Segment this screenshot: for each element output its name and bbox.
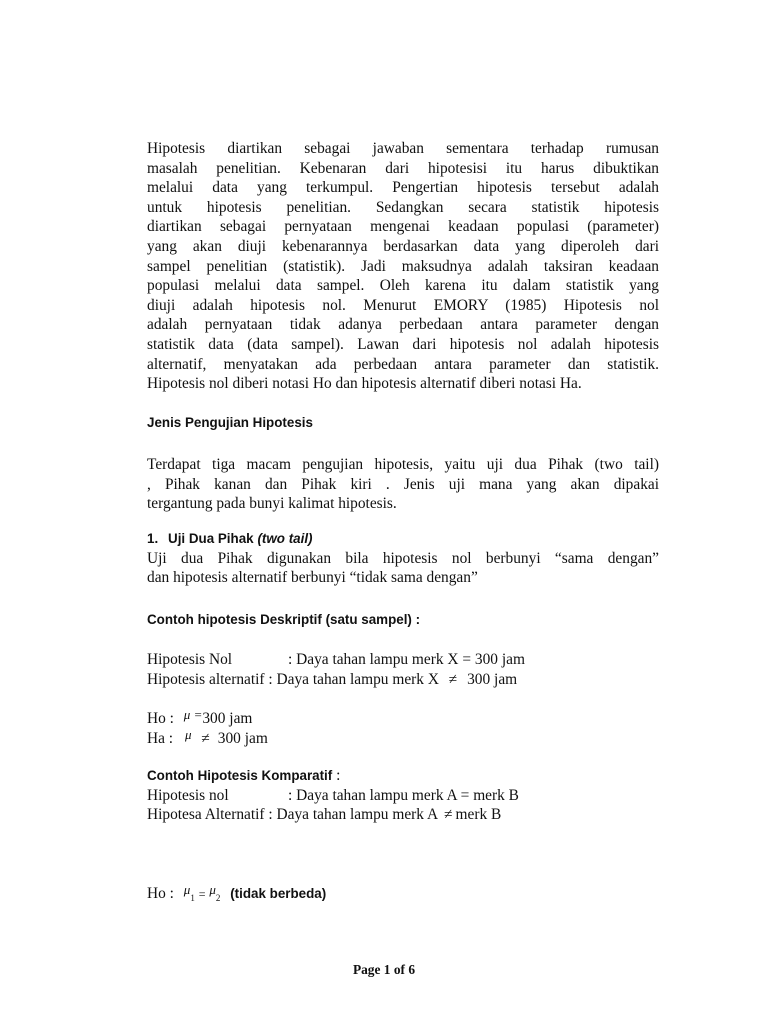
null-text: : Daya tahan lampu merk X = 300 jam xyxy=(288,651,525,668)
ho-row xyxy=(147,884,326,906)
intro-line: diartikan sebagai pernyataan mengenai keadaan populasi (parameter) xyxy=(147,218,659,236)
alt-text: : Daya tahan lampu merk A xyxy=(268,806,438,824)
intro-line: adalah pernyataan tidak adanya perbedaan antara parameter dengan xyxy=(147,316,659,334)
page-number: Page 1 of 6 xyxy=(352,962,416,977)
not-equal-symbol: ≠ xyxy=(448,670,458,688)
intro-line: yang akan diuji kebenarannya berdasarkan data yang diperoleh dari xyxy=(147,237,659,255)
not-equal-symbol: ≠ xyxy=(444,806,453,824)
intro-line: sampel penelitian (statistik). Jadi maksudnya adalah taksiran keadaan xyxy=(147,257,659,275)
mu-symbol: μ xyxy=(209,882,216,897)
equals-symbol: = xyxy=(198,887,206,901)
mu-symbol: μ xyxy=(184,726,192,742)
ha-value: 300 jam xyxy=(217,729,268,747)
alt-label: Hipotesa Alternatif xyxy=(147,806,265,824)
types-line: Terdapat tiga macam pengujian hipotesis, yaitu uji dua Pihak (two tail) xyxy=(147,456,659,473)
mu-symbol: μ xyxy=(183,882,191,897)
descriptive-heading: Contoh hipotesis Deskriptif (satu sampel) : xyxy=(147,612,421,627)
intro-line: Hipotesis diartikan sebagai jawaban sementara terhadap rumusan xyxy=(147,140,659,157)
types-line: , Pihak kanan dan Pihak kiri . Jenis uji mana yang akan dipakai xyxy=(147,475,659,493)
comparative-section xyxy=(147,766,519,825)
item-line: dan hipotesis alternatif berbunyi “tidak sama dengan” xyxy=(147,569,478,587)
null-label: Hipotesis nol xyxy=(147,786,229,804)
item-number: 1. xyxy=(147,531,159,546)
null-hypothesis-row xyxy=(147,786,519,806)
alt-value: 300 jam xyxy=(467,670,518,688)
ho-value: 300 jam xyxy=(202,710,253,727)
subscript: 2 xyxy=(215,893,221,903)
document-body xyxy=(147,139,659,394)
types-line: tergantung pada bunyi kalimat hipotesis. xyxy=(147,495,397,513)
item-heading xyxy=(147,529,659,549)
ha-label: Ha : xyxy=(147,729,174,747)
ha-row xyxy=(147,726,268,749)
intro-line: untuk hipotesis penelitian. Sedangkan secara statistik hipotesis xyxy=(147,198,659,216)
not-equal-symbol: ≠ xyxy=(201,729,210,747)
subscript: 1 xyxy=(190,893,195,903)
null-label: Hipotesis Nol xyxy=(147,651,233,668)
intro-line: alternatif, menyatakan ada perbedaan antara parameter dan statistik. xyxy=(147,355,659,373)
ho-label: Ho : xyxy=(147,885,174,902)
mu-symbol: μ = xyxy=(183,707,203,722)
alt-label: Hipotesis alternatif xyxy=(147,670,265,688)
section-heading: Jenis Pengujian Hipotesis xyxy=(147,415,313,430)
intro-line: melalui data yang terkumpul. Pengertian hipotesis tersebut adalah xyxy=(147,179,659,197)
comparative-heading: Contoh Hipotesis Komparatif : xyxy=(147,767,341,784)
alt-value: merk B xyxy=(455,806,502,824)
alt-hypothesis-row xyxy=(147,805,519,825)
item-title-italic: (two tail) xyxy=(257,531,313,546)
descriptive-notation xyxy=(147,709,268,748)
comparative-notation xyxy=(147,884,326,906)
item-line: Uji dua Pihak digunakan bila hipotesis nol berbunyi “sama dengan” xyxy=(147,549,659,567)
null-text: : Daya tahan lampu merk A = merk B xyxy=(288,786,519,804)
intro-line: Hipotesis nol diberi notasi Ho dan hipotesis alternatif diberi notasi Ha. xyxy=(147,375,582,393)
intro-paragraph xyxy=(147,139,659,394)
intro-line: populasi melalui data sampel. Oleh karena itu dalam statistik yang xyxy=(147,277,659,295)
types-paragraph xyxy=(147,455,659,514)
descriptive-hypotheses xyxy=(147,650,525,689)
ho-note: (tidak berbeda) xyxy=(230,886,327,901)
ho-row xyxy=(147,709,268,729)
alt-hypothesis-row xyxy=(147,670,525,690)
item-uji-dua-pihak xyxy=(147,529,659,588)
null-hypothesis-row xyxy=(147,650,525,670)
intro-line: masalah penelitian. Kebenaran dari hipotesisi itu harus dibuktikan xyxy=(147,159,659,177)
item-title: Uji Dua Pihak xyxy=(168,531,254,546)
intro-line: statistik data (data sampel). Lawan dari hipotesis nol adalah hipotesis xyxy=(147,335,659,353)
intro-line: diuji adalah hipotesis nol. Menurut EMORY (1985) Hipotesis nol xyxy=(147,296,659,314)
alt-text: : Daya tahan lampu merk X xyxy=(268,670,439,688)
ho-label: Ho : xyxy=(147,710,174,727)
